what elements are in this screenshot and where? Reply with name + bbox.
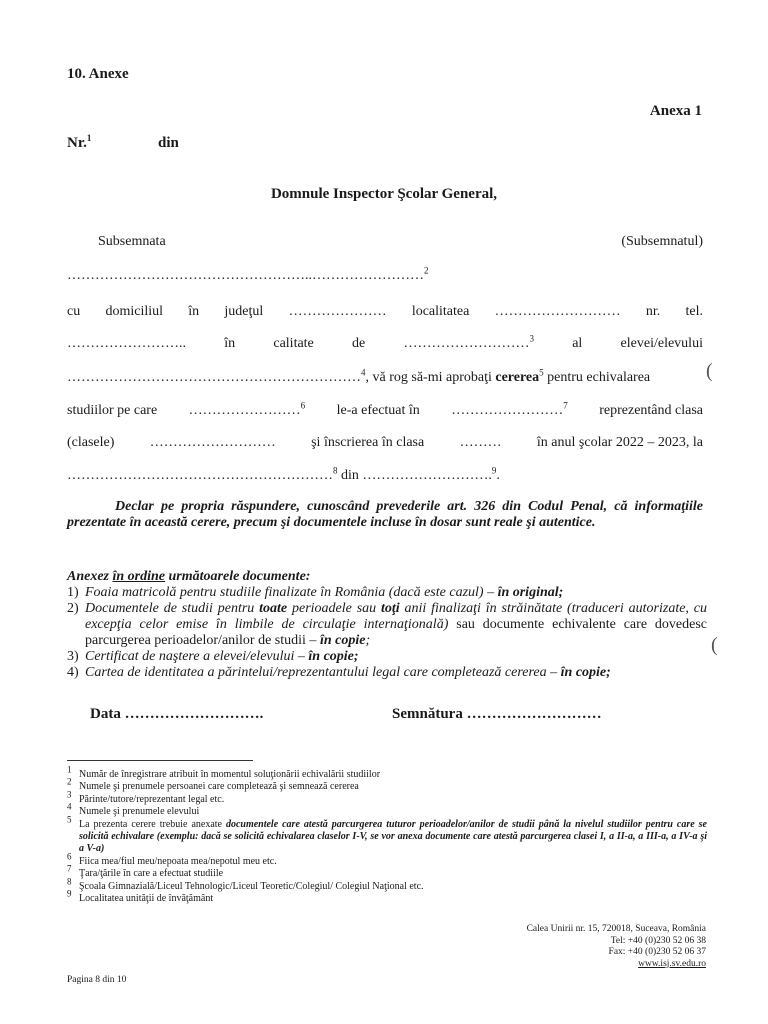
subsemnata-label: Subsemnata <box>98 234 166 249</box>
footnotes <box>67 764 707 905</box>
footnote: $^1$ Număr de înregistrare atribuit în momentul soluţionării echivalării studiilor <box>67 764 381 780</box>
list-item: 1) Foaia matricolă pentru studiile finalizate în România (dacă este cazul) – în original; <box>67 585 564 600</box>
address-fax: Fax: +40 (0)230 52 06 37 <box>608 947 706 958</box>
document-title: Domnule Inspector Şcolar General, <box>270 186 498 202</box>
studies-line: studiilor pe care ……………………$^6$ le-a efectuat în ……………………$^7$ reprezentând clasa <box>67 400 703 418</box>
address-phone: Tel: +40 (0)230 52 06 38 <box>610 935 706 946</box>
capacity-line: …………………….. în calitate de ………………………$^3$ al elevei/elevului <box>67 333 703 351</box>
website-link[interactable]: www.isj.sv.edu.ro <box>638 958 706 969</box>
annex-intro: Anexez în ordine următoarele documente: <box>67 569 311 584</box>
footnote: $^8$ Şcoala Gimnazială/Liceul Tehnologic/Liceul Teoretic/Colegiul/ Colegiul Naţional etc. <box>67 876 424 892</box>
scan-mark: ( <box>706 360 713 382</box>
school-line: …………………………………………………$^8$ din ……………………….$^9$. <box>67 465 500 483</box>
registration-number-label: Nr.$^1$ <box>67 133 92 151</box>
declaration-text: Declar pe propria răspundere, cunoscând prevederile art. 326 din Codul Penal, că informaţiile prezentate în această cerere, precum şi documentele incluse în dosar sunt reale şi autentice. <box>67 499 703 530</box>
address-line: cu domiciliul în judeţul ………………… localitatea ……………………… nr. tel. <box>67 304 703 319</box>
footnote: $^7$ Ţara/ţările în care a efectuat studiile <box>67 863 224 880</box>
footnote-divider <box>67 760 253 761</box>
footnote: $^2$ Numele şi prenumele persoanei care completează şi semnează cererea <box>67 777 359 793</box>
footnote: $^9$ Localitatea unităţii de învăţământ <box>67 888 214 905</box>
annex-label: Anexa 1 <box>649 103 702 119</box>
institution-address <box>527 924 706 970</box>
request-line: ………………………………………………………$^4$, vă rog să-mi aprobaţi cererea$^5$ pentru echivalarea <box>67 367 651 385</box>
date-din-label: din <box>158 135 179 151</box>
annexed-documents-list <box>67 569 707 681</box>
footnote: $^5$ La prezenta cerere trebuie anexate documentele care atestă parcurgerea tuturor perioadelor/anilor de studii până la nivelul studiilor pentru care se solicită echivalare (exemplu: dacă se solicită echivalarea claselor I-V, se vor anexa documente care atestă parcurgerea clasei I, a II-a, a III-a, a IV-a şi a V-a) <box>67 814 707 855</box>
list-item: 3) Certificat de naştere a elevei/elevului – în copie; <box>67 649 359 664</box>
applicant-name-field: ……………………………………………..……………………$^2$ <box>67 265 429 283</box>
section-heading: 10. Anexe <box>67 66 129 82</box>
footnote: $^4$ Numele şi prenumele elevului <box>67 801 200 818</box>
scan-mark: ( <box>711 634 718 656</box>
enrollment-line: (clasele) ……………………… şi înscrierea în clasa ……… în anul şcolar 2022 – 2023, la <box>67 435 703 450</box>
address-street: Calea Unirii nr. 15, 720018, Suceava, România <box>526 924 706 934</box>
subsemnatul-label: (Subsemnatul) <box>621 234 703 249</box>
footnote: $^6$ Fiica mea/fiul meu/nepoata mea/nepotul meu etc. <box>67 851 277 867</box>
footnote: $^3$ Părinte/tutore/reprezentant legal etc. <box>67 789 225 805</box>
signature-field: Semnătura ……………………… <box>392 706 602 722</box>
page-number: Pagina 8 din 10 <box>67 975 127 985</box>
date-field: Data ………………………. <box>90 706 264 722</box>
list-item: 2) Documentele de studii pentru toate perioadele sau toţi anii finalizaţi în străinătate (traduceri autorizate, cu excepţia celor emise în limbile de circulaţie internaţională) sau documente echivalente care dovedesc parcurgerea perioadelor/anilor de studii – în copie; <box>67 601 708 648</box>
list-item: 4) Cartea de identitatea a părintelui/reprezentantului legal care completează cererea – în copie; <box>67 665 611 680</box>
